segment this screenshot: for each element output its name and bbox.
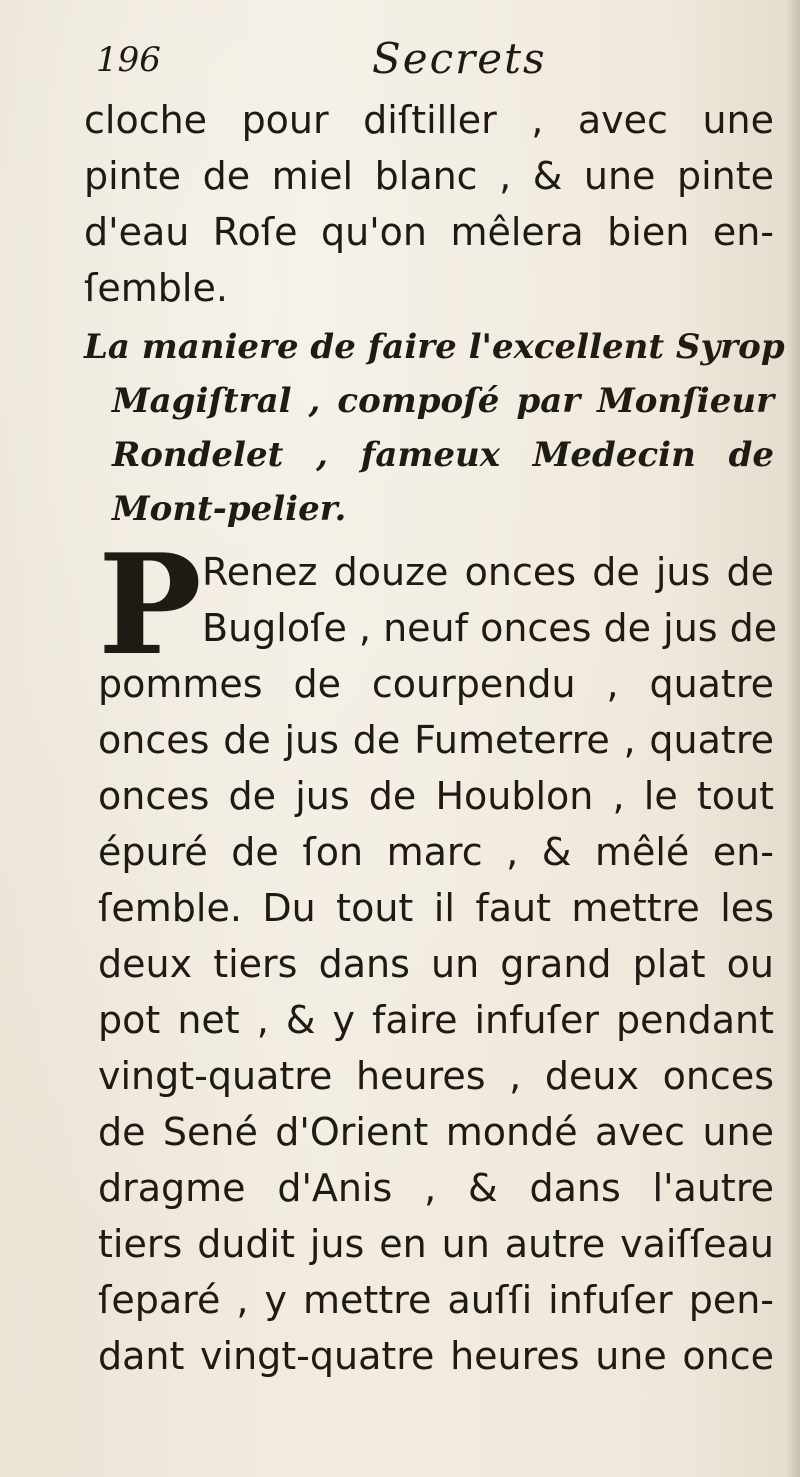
page-header: [96, 34, 696, 84]
heading-line: Magiſtral , compoſé par Monſieur: [112, 381, 774, 421]
text-line: deux tiers dans un grand plat ou: [98, 942, 774, 986]
text-line: pot net , & y faire infuſer pendant: [98, 998, 774, 1042]
recipe-heading: [84, 320, 785, 536]
heading-line: Rondelet , fameux Medecin de: [112, 435, 774, 475]
text-line: dragme d'Anis , & dans l'autre: [98, 1166, 774, 1210]
drop-cap: P: [98, 523, 202, 686]
intro-paragraph: [84, 92, 774, 316]
page-edge-shadow: [786, 0, 800, 1477]
recipe-paragraph: [98, 523, 778, 1384]
text-line: tiers dudit jus en un autre vaiſſeau: [98, 1222, 774, 1266]
running-head: Secrets: [372, 34, 547, 83]
text-line: épuré de ſon marc , & mêlé en-: [98, 830, 774, 874]
page-number: 196: [96, 40, 161, 80]
text-line: d'eau Roſe qu'on mêlera bien en-: [84, 210, 774, 254]
text-line: ſeparé , y mettre auſſi infuſer pen-: [98, 1278, 774, 1322]
text-line: cloche pour diſtiller , avec une: [84, 98, 774, 142]
text-line: vingt-quatre heures , deux onces: [98, 1054, 774, 1098]
text-line: pommes de courpendu , quatre: [98, 662, 774, 706]
text-line: onces de jus de Houblon , le tout: [98, 774, 774, 818]
text-line: Bugloſe , neuf onces de jus de: [202, 606, 778, 650]
heading-line: Mont-pelier.: [112, 489, 347, 529]
text-line: ſemble. Du tout il faut mettre les: [98, 886, 774, 930]
text-line: dant vingt-quatre heures une once: [98, 1334, 774, 1378]
text-line: pinte de miel blanc , & une pinte: [84, 154, 774, 198]
text-line: Renez douze onces de jus de: [202, 550, 774, 594]
text-line: onces de jus de Fumeterre , quatre: [98, 718, 774, 762]
heading-line: La maniere de faire l'excellent Syrop: [84, 327, 785, 367]
text-line: ſemble.: [84, 266, 228, 310]
text-line: de Sené d'Orient mondé avec une: [98, 1110, 774, 1154]
